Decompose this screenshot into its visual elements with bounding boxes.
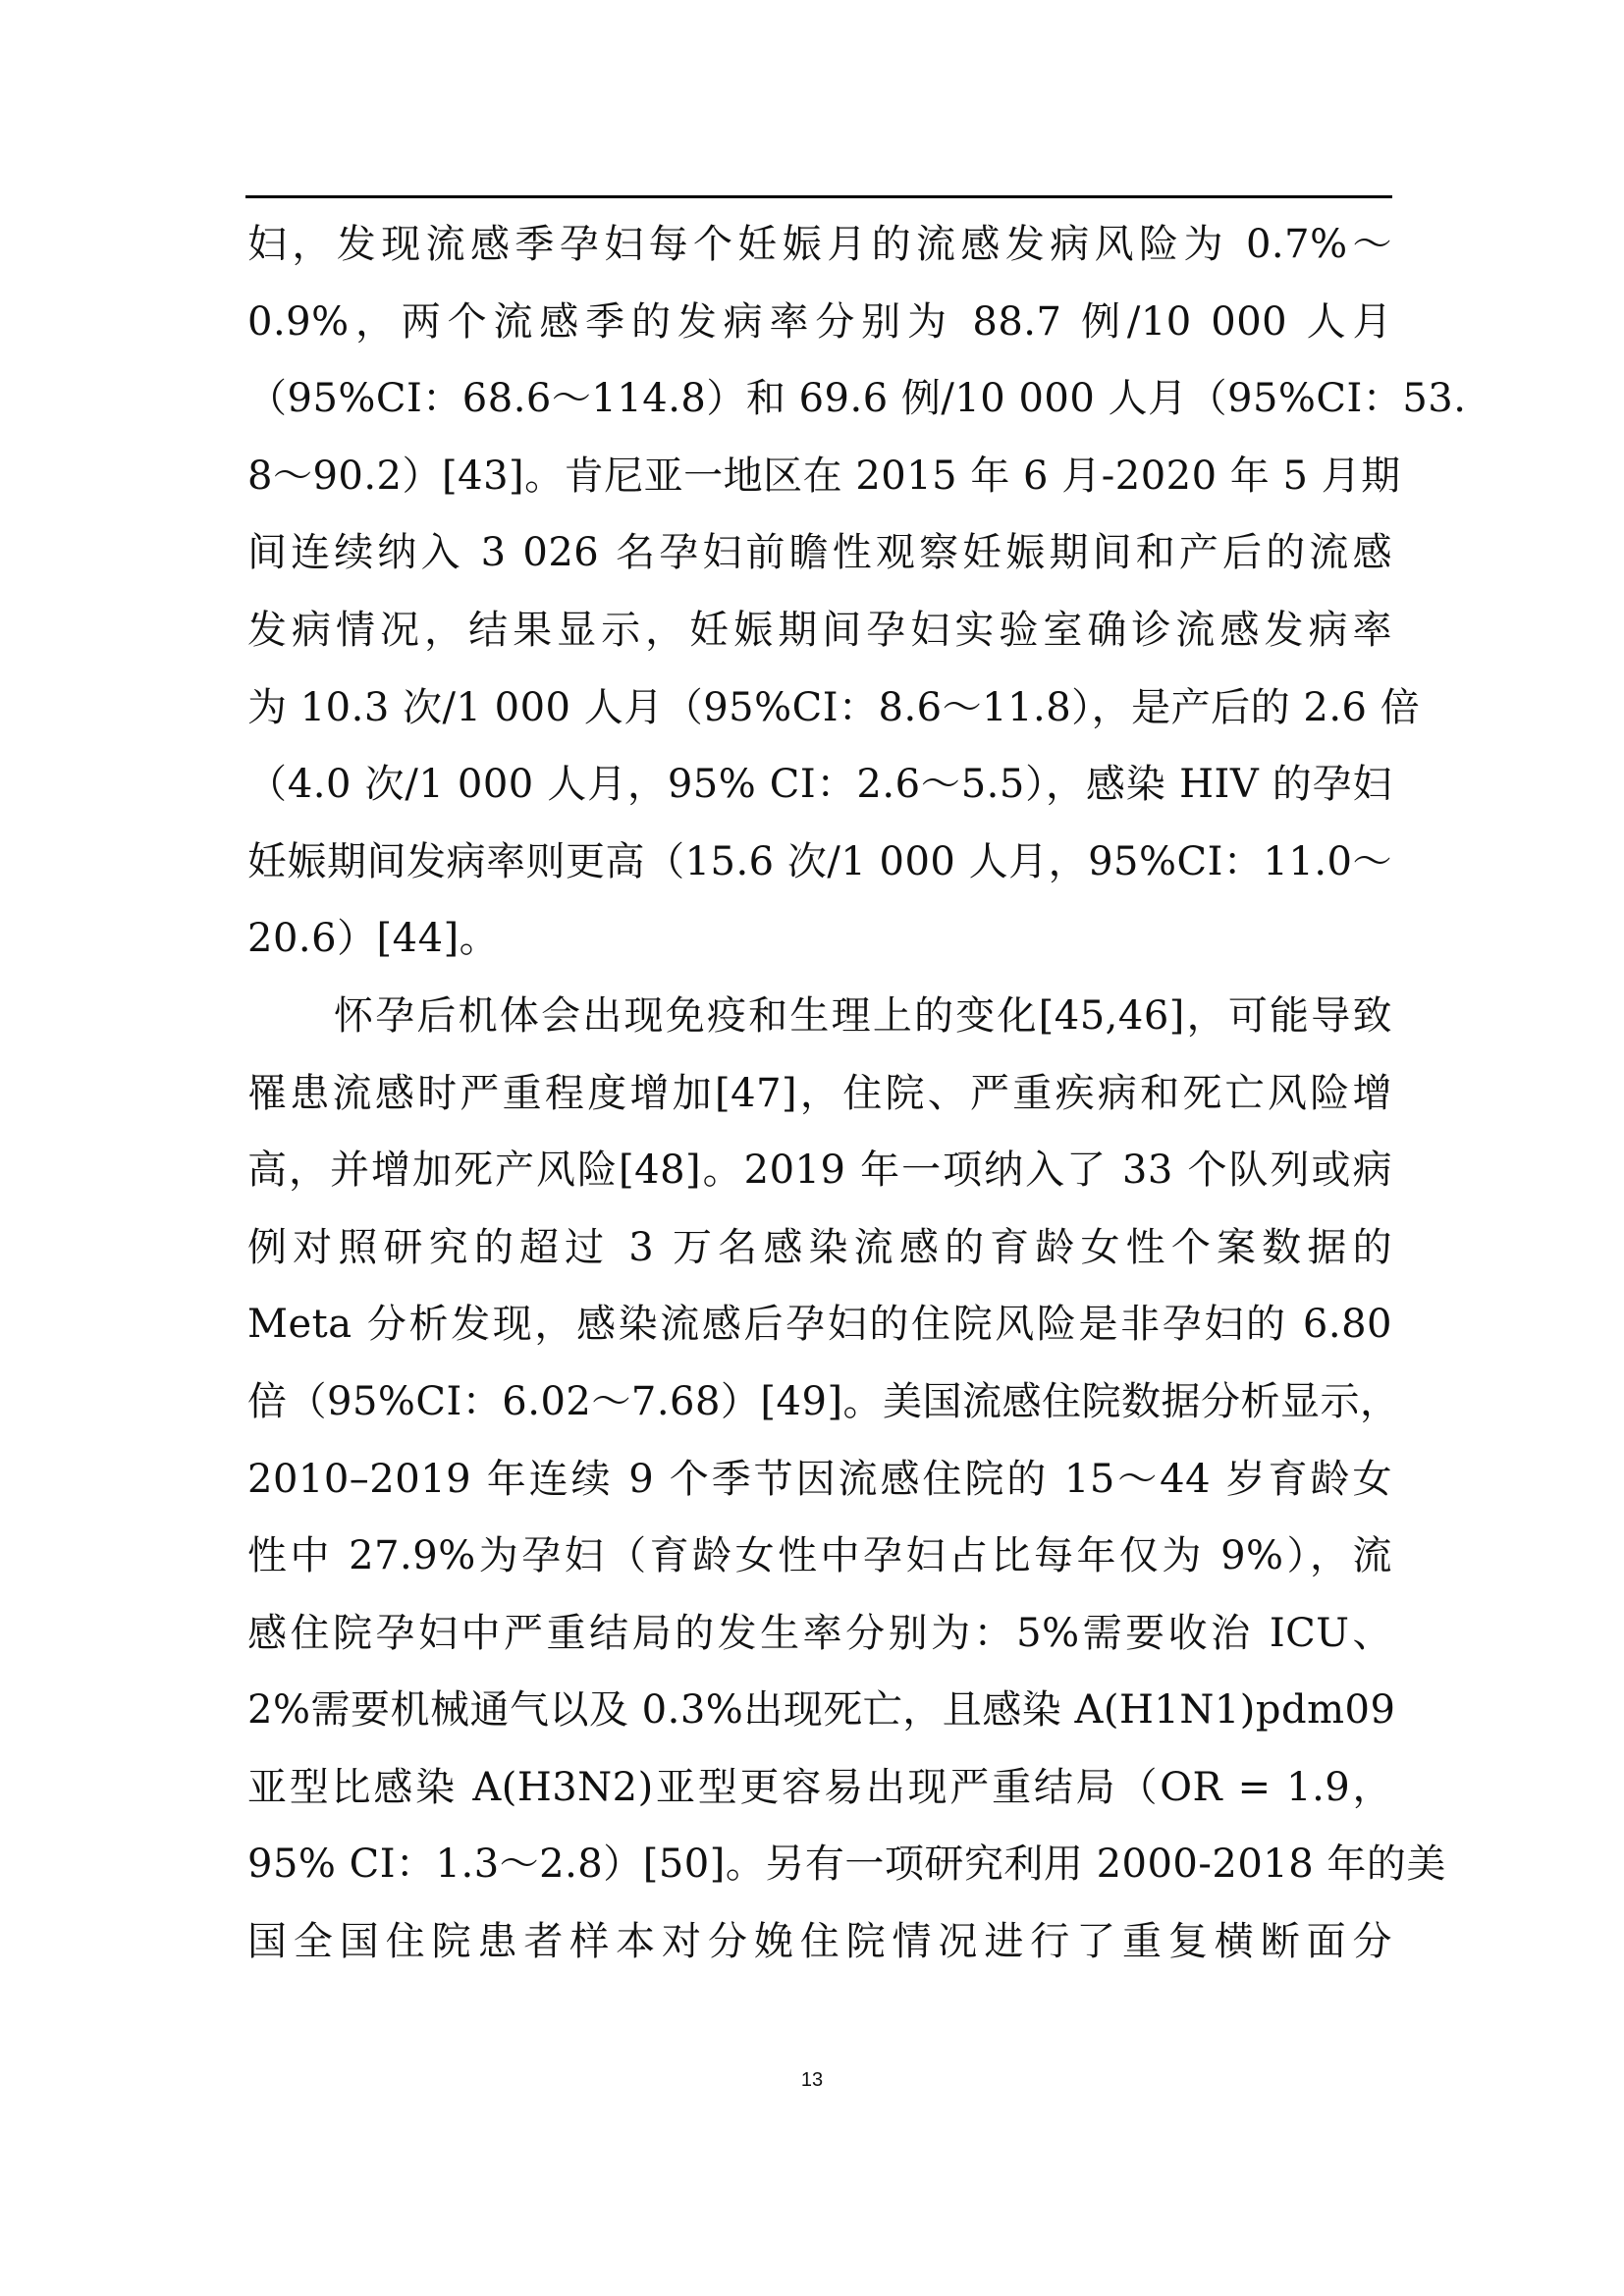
text-line: 妇，发现流感季孕妇每个妊娠月的流感发病风险为 0.7%～ <box>247 222 1392 267</box>
text-line: 感住院孕妇中严重结局的发生率分别为：5%需要收治 ICU、 <box>247 1610 1392 1656</box>
text-line: 妊娠期间发病率则更高（15.6 次/1 000 人月，95%CI：11.0～ <box>247 838 1392 884</box>
text-line: 为 10.3 次/1 000 人月（95%CI：8.6～11.8），是产后的 2.6 倍 <box>247 684 1421 730</box>
text-line: 0.9%，两个流感季的发病率分别为 88.7 例/10 000 人月 <box>247 298 1392 345</box>
text-line: （95%CI：68.6～114.8）和 69.6 例/10 000 人月（95%CI：53. <box>247 376 1467 422</box>
text-line: 20.6）[44]。 <box>247 916 500 962</box>
text-line: 95% CI：1.3～2.8）[50]。另有一项研究利用 2000-2018 年的美 <box>247 1842 1446 1888</box>
text-line: 性中 27.9%为孕妇（育龄女性中孕妇占比每年仅为 9%），流 <box>247 1533 1392 1579</box>
text-line: 罹患流感时严重程度增加[47]，住院、严重疾病和死亡风险增 <box>247 1070 1392 1116</box>
text-line: 2010–2019 年连续 9 个季节因流感住院的 15～44 岁育龄女 <box>247 1456 1392 1502</box>
header-rule <box>245 195 1392 198</box>
text-line: 亚型比感染 A(H3N2)亚型更容易出现严重结局（OR = 1.9， <box>247 1764 1392 1810</box>
text-line: 2%需要机械通气以及 0.3%出现死亡，且感染 A(H1N1)pdm09 <box>247 1687 1396 1734</box>
text-line: 倍（95%CI：6.02～7.68）[49]。美国流感住院数据分析显示， <box>247 1378 1400 1424</box>
text-line: 间连续纳入 3 026 名孕妇前瞻性观察妊娠期间和产后的流感 <box>247 530 1392 576</box>
body-text <box>247 206 1467 1981</box>
text-line: 高，并增加死产风险[48]。2019 年一项纳入了 33 个队列或病 <box>247 1148 1392 1194</box>
paragraph-first-line: 怀孕后机体会出现免疫和生理上的变化[45,46]，可能导致 <box>334 992 1392 1039</box>
text-line: 发病情况，结果显示，妊娠期间孕妇实验室确诊流感发病率 <box>247 607 1392 653</box>
text-line: 8～90.2）[43]。肯尼亚一地区在 2015 年 6 月-2020 年 5 月期 <box>247 453 1401 499</box>
text-line: 国全国住院患者样本对分娩住院情况进行了重复横断面分 <box>247 1919 1392 1965</box>
page-number: 13 <box>800 2069 824 2091</box>
text-line: 例对照研究的超过 3 万名感染流感的育龄女性个案数据的 <box>247 1224 1392 1270</box>
text-line: （4.0 次/1 000 人月，95% CI：2.6～5.5），感染 HIV 的孕妇 <box>247 762 1392 808</box>
text-line: Meta 分析发现，感染流感后孕妇的住院风险是非孕妇的 6.80 <box>247 1302 1392 1348</box>
